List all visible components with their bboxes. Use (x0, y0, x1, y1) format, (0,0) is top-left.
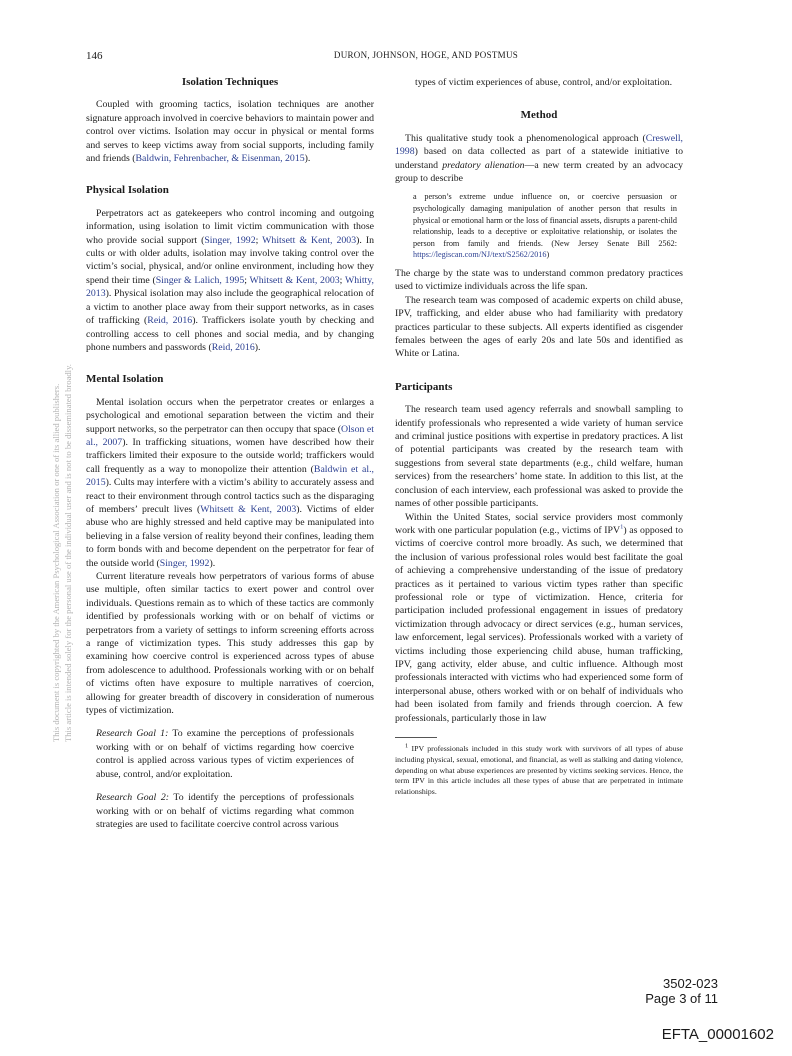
research-team-paragraph: The research team was composed of academic experts on child abuse, IPV, trafficking, and elder abuse who had familiarity with predatory practices particular to these subjects. All experts identified as cisgender females between the ages of early 20s and late 50s and identified as White or Latina. (395, 294, 683, 360)
document-id: 3502-023 (663, 976, 718, 991)
isolation-techniques-heading: Isolation Techniques (181, 76, 279, 88)
document-stamp (645, 976, 718, 1006)
definition-blockquote: a person’s extreme undue influence on, or coercive persuasion or psychologically damaging manipulation of another person that results in physical or emotional harm or the loss of financial assets, disrupts a parent-child relationship, leads to a deceptive or exploitative relationship, or isolates the person from family and friends. (New Jersey Senate Bill 2562: https://legiscan.com/NJ/text/S2562/2016) (413, 192, 677, 260)
running-header-authors: DURON, JOHNSON, HOGE, AND POSTMUS (333, 50, 519, 60)
participants-paragraph-2: Within the United States, social service providers most commonly work with one particular population (e.g., victims of IPV$^1$) as opposed to victims of coercive control more broadly. As such, we determined that the inclusion of various professional roles would best facilitate the goal of achieving a comprehensive understanding of the issue of predatory practices as it pertained to various victim types rather than specific professional role or type of victimization. Hence, criteria for participation included professional engagement in issues of predatory victimization through advocacy or direct services (e.g., human services, law enforcement, legal services). Professionals worked with a variety of victims including those experiencing child abuse, human trafficking, IPV, gang activity, elder abuse, and cultic influence. Although most professionals interacted with victims who had experienced some form of interpersonal abuse, others worked with or on behalf of individuals who had been isolated from family and friends through coercion. A few professionals, particularly those in law (395, 511, 683, 724)
copyright-notice-line-2: This article is intended solely for the personal use of the individual user and is not to be disseminated broadly. (63, 364, 73, 742)
method-heading: Method (520, 109, 558, 122)
citation-link[interactable]: Reid, 2016 (147, 315, 193, 327)
research-goal-2-continued: types of victim experiences of abuse, control, and/or exploitation. (415, 77, 673, 88)
research-goal-1: Research Goal 1: To examine the perceptions of professionals working with or on behalf of victims regarding how coercive control is applied across various types of victim experiences of abuse, control, and/or exploitation. (96, 728, 354, 780)
footnote-1: $^1$ IPV professionals included in this study work with survivors of all types of abuse including physical, sexual, emotional, and financial, as well as stalking and dating violence, depending on what abuse experiences are presented by victims seeking services. Hence, the term IPV in this article includes all these types of abuse that are perpetrated in intimate relationships. (395, 742, 683, 797)
method-charge-paragraph: The charge by the state was to understand common predatory practices used to victimize individuals across the life span. (395, 268, 683, 293)
literature-paragraph: Current literature reveals how perpetrators of various forms of abuse use multiple, often similar tactics to exert power and control over individuals. Questions remain as to which of these tactics are commonly identified by professionals working with or on behalf of victims or perpetrators from a variety of settings to inform screening efforts across a range of victimization types. This study addresses this gap by examining how coercive control is experienced across types of abuse from adolescence to adulthood. Professionals working with or on behalf of victims often have exposure to multiple narratives of coercion, allowing for greater breadth of discovery in consideration of numerous types of victimization. (86, 571, 374, 717)
legiscan-link[interactable]: https://legiscan.com/NJ/text/S2562/2016 (413, 250, 547, 260)
citation-link[interactable]: Creswell, 1998 (395, 132, 683, 158)
left-column (86, 76, 374, 831)
footnote-marker[interactable]: 1 (620, 523, 624, 531)
participants-paragraph-1: The research team used agency referrals and snowball sampling to identify professionals who represented a wide variety of human service and criminal justice positions with expertise in predatory practices. A list of potential participants was created by the research team with suggestions from several state departments (e.g., child welfare, human services) from the researchers’ home state. In addition to this list, at the conclusion of each interview, each professional was asked to provide the names of other possible participants. (395, 404, 683, 510)
citation-link[interactable]: Reid, 2016 (211, 341, 255, 353)
physical-isolation-heading: Physical Isolation (86, 184, 169, 197)
copyright-notice (50, 222, 74, 742)
research-goal-2: Research Goal 2: To identify the perceptions of professionals working with or on behalf of victims regarding what common strategies are used to facilitate coercive control across various (96, 792, 354, 830)
page-number: 146 (86, 50, 103, 62)
citation-link[interactable]: Whitsett & Kent, 2003 (200, 503, 297, 515)
copyright-notice-line-1: This document is copyrighted by the American Psychological Association or one of its allied publishers. (51, 383, 61, 742)
physical-isolation-paragraph: Perpetrators act as gatekeepers who control incoming and outgoing information, using isolation to limit victim communication with those who provide social support (Singer, 1992; Whitsett & Kent, 2003). In cults or with older adults, isolation may involve taking control over the victim’s social, physical, and/or online environment, including how they spend their time (Singer & Lalich, 1995; Whitsett & Kent, 2003; Whitty, 2013). Physical isolation may also include the geographical relocation of a victim to another place away from their support networks, as in cases of trafficking (Reid, 2016). Traffickers isolate youth by checking and controlling access to cell phones and social media, and by changing phone numbers and passwords (Reid, 2016). (86, 207, 375, 353)
citation-link[interactable]: Olson et al., 2007 (86, 423, 374, 448)
right-column (395, 76, 683, 798)
footnote-divider (395, 737, 437, 738)
citation-link[interactable]: Singer & Lalich, 1995 (155, 274, 245, 286)
mental-isolation-heading: Mental Isolation (86, 373, 164, 386)
participants-heading: Participants (395, 380, 453, 393)
page-of-count: Page 3 of 11 (645, 991, 718, 1006)
citation-link[interactable]: Whitty, 2013 (86, 274, 374, 300)
method-paragraph: This qualitative study took a phenomenological approach (Creswell, 1998) based on data collected as part of a statewide initiative to understand predatory alienation—a new term created by an advocacy group to describe (395, 132, 684, 185)
isolation-paragraph: Coupled with grooming tactics, isolation techniques are another signature approach involved in coercive behaviors to maintain power and control over victims. Isolation may occur in physical or mental forms and serves to keep victims away from social supports, including family and friends (Baldwin, Fehrenbacher, & Eisenman, 2015). (86, 99, 374, 165)
bates-number: EFTA_00001602 (661, 1026, 774, 1043)
citation-link[interactable]: Baldwin, Fehrenbacher, & Eisenman, 2015 (135, 153, 305, 165)
citation-link[interactable]: Singer, 1992 (204, 234, 256, 246)
citation-link[interactable]: Baldwin et al., 2015 (86, 463, 374, 489)
mental-isolation-paragraph: Mental isolation occurs when the perpetrator creates or enlarges a psychological and emotional separation between the victim and their support networks, so the perpetrator can then occupy that space (Olson et al., 2007). In trafficking situations, women have described how their traffickers limited their exposure to the outside world; traffickers would call frequently as a way to monopolize their attention (Baldwin et al., 2015). Cults may interfere with a victim’s ability to accurately assess and react to their environment through control tactics such as the disparaging of members’ precult lives (Whitsett & Kent, 2003). Victims of elder abuse who are highly stressed and held captive may be manipulated into believing in a false version of reality beyond their confines, leading them to form bonds with and become dependent on the perpetrator for fear of the outside world (Singer, 1992). (86, 396, 374, 569)
citation-link[interactable]: Whitsett & Kent, 2003 (262, 234, 357, 246)
citation-link[interactable]: Whitsett & Kent, 2003 (249, 274, 340, 286)
citation-link[interactable]: Singer, 1992 (159, 557, 210, 569)
